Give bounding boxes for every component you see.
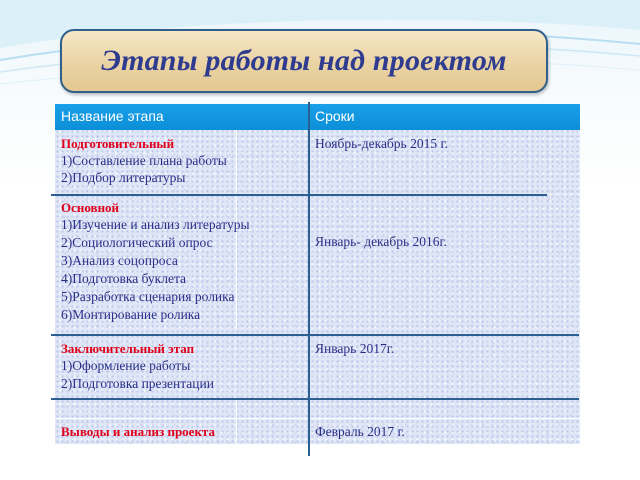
stage-term: Ноябрь-декабрь 2015 г. <box>315 136 448 151</box>
row-divider <box>51 194 547 196</box>
stage-name: Выводы и анализ проекта <box>61 424 215 439</box>
row-divider <box>51 398 579 400</box>
stage-name: Основной <box>61 200 120 215</box>
stage-task: 6)Монтирование ролика <box>61 307 201 322</box>
stage-task: 3)Анализ соцопроса <box>61 253 178 268</box>
title-banner <box>60 29 548 93</box>
grid-subline <box>55 418 580 419</box>
row-divider <box>51 334 579 336</box>
stage-term: Январь 2017г. <box>315 341 395 356</box>
column-header-stage: Название этапа <box>61 108 164 124</box>
stage-task: 2)Подбор литературы <box>61 170 186 185</box>
stage-task: 1)Изучение и анализ литературы <box>61 217 250 232</box>
stage-task: 5)Разработка сценария ролика <box>61 289 235 304</box>
column-divider <box>308 102 310 456</box>
page-title: Этапы работы над проектом <box>101 44 507 77</box>
stage-name: Заключительный этап <box>61 341 195 356</box>
stage-task: 2)Подготовка презентации <box>61 376 214 391</box>
stage-task: 4)Подготовка буклета <box>61 271 187 286</box>
grid-subline <box>236 400 237 444</box>
table-header <box>55 104 580 130</box>
stage-term: Февраль 2017 г. <box>315 424 405 439</box>
column-header-term: Сроки <box>315 108 355 124</box>
stage-term: Январь- декабрь 2016г. <box>315 234 447 249</box>
stage-task: 1)Оформление работы <box>61 358 191 373</box>
project-stages-table <box>55 104 580 444</box>
stage-name: Подготовительный <box>61 136 175 151</box>
grid-subline <box>236 130 237 192</box>
stage-task: 1)Составление плана работы <box>61 153 227 168</box>
stage-task: 2)Социологический опрос <box>61 235 213 250</box>
